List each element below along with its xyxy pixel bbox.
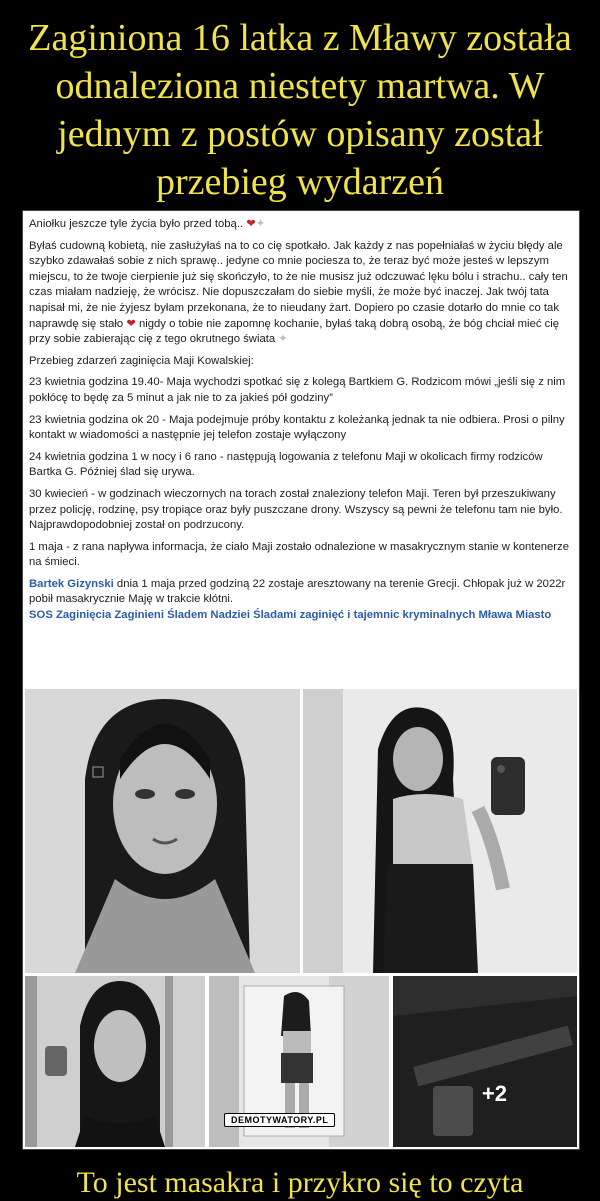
timeline-item: 30 kwiecień - w godzinach wieczornych na torach został znaleziony telefon Maji. Teren był przeszukiwany przez policję, rodzinę, psy tropiące oraz były puszczane drony. Wszyscy są pewni że telefonu tam nie było. Najprawdopodobniej został on podrzucony. bbox=[29, 487, 563, 532]
author-link[interactable]: Bartek Gizynski bbox=[29, 577, 114, 590]
caption: To jest masakra i przykro się to czyta bbox=[76, 1166, 524, 1199]
photo-mirror-selfie[interactable] bbox=[303, 689, 577, 973]
post-paragraph-1: Byłaś cudowną kobietą, nie zasłużyłaś na to co cię spotkało. Jak każdy z nas popełniałaś w życiu błędy ale szybko zdawałaś sobie z nich sprawę.. jedyne co mnie pociesza to, że teraz być może jesteś w lepszym miejscu, to że twoje cierpienie już się skończyło, to że nie musisz już odczuwać lęku bólu i strachu.. cały ten czas miałam nadzieję, że wrócisz. Nie dopuszczałam do siebie myśli, że może być inaczej. Jak twój tata napisał mi, że nie żyjesz byłam przekonana, że to nieudany żart. Dopiero po czasie dotarło do mnie co tak naprawdę się stało bbox=[29, 239, 568, 330]
headline: Zaginiona 16 latka z Mławy została odnaleziona niestety martwa. W jednym z postów opisany został przebieg wydarzeń bbox=[28, 17, 572, 203]
dove-icon: ✦ bbox=[278, 333, 288, 346]
timeline-item: 23 kwietnia godzina 19.40- Maja wychodzi spotkać się z kolegą Bartkiem G. Rodzicom mówi „jeśli się z nim pokłócę to będę za 5 minut a jak nie to za jakieś pół godziny” bbox=[29, 376, 566, 404]
photo-more[interactable] bbox=[393, 976, 577, 1147]
post-text bbox=[29, 217, 575, 630]
timeline-item: 24 kwietnia godzina 1 w nocy i 6 rano - następują logowania z telefonu Maji w okolicach firmy rodziców Bartka G. Później ślad się urywa. bbox=[29, 450, 543, 479]
watermark: DEMOTYWATORY.PL bbox=[224, 1113, 335, 1127]
dove-icon: ✦ bbox=[255, 218, 266, 230]
photo-portrait[interactable] bbox=[25, 689, 300, 973]
photo-portrait-2[interactable] bbox=[25, 976, 205, 1147]
post-intro: Aniołku jeszcze tyle życia było przed tobą.. bbox=[29, 218, 244, 230]
post-paragraph-1b: nigdy o tobie nie zapomnę kochanie, byłaś taką dobrą osobą, że bóg chciał mieć cię przy sobie zabierając cię z tego okrutnego świata bbox=[29, 317, 560, 346]
timeline-item: dnia 1 maja przed godziną 22 zostaje aresztowany na terenie Grecji. Chłopak już w 2022r pobił masakrycznie Maję w trakcie kłótni. bbox=[29, 577, 566, 606]
broken-heart-icon: ❤ bbox=[126, 317, 136, 330]
timeline-item: 23 kwietnia godzina ok 20 - Maja podejmuje próby kontaktu z koleżanką jednak ta nie odbiera. Prosi o pilny kontakt w wiadomości a następnie jej telefon zostaje wyłączony bbox=[29, 413, 565, 442]
broken-heart-icon: ❤ bbox=[246, 218, 256, 230]
timeline-item: 1 maja - z rana napływa informacja, że ciało Maji zostało odnalezione w masakrycznym stanie w kontenerze na śmieci. bbox=[29, 540, 569, 569]
more-overlay bbox=[393, 976, 577, 1147]
group-link[interactable]: SOS Zaginięcia Zaginieni Śladem Nadziei Śladami zaginięć i tajemnic kryminalnych Mława Miasto bbox=[29, 609, 552, 622]
timeline-title: Przebieg zdarzeń zaginięcia Maji Kowalskiej: bbox=[29, 354, 254, 367]
more-photos-count: +2 bbox=[481, 1081, 507, 1106]
post-card bbox=[22, 210, 580, 1150]
